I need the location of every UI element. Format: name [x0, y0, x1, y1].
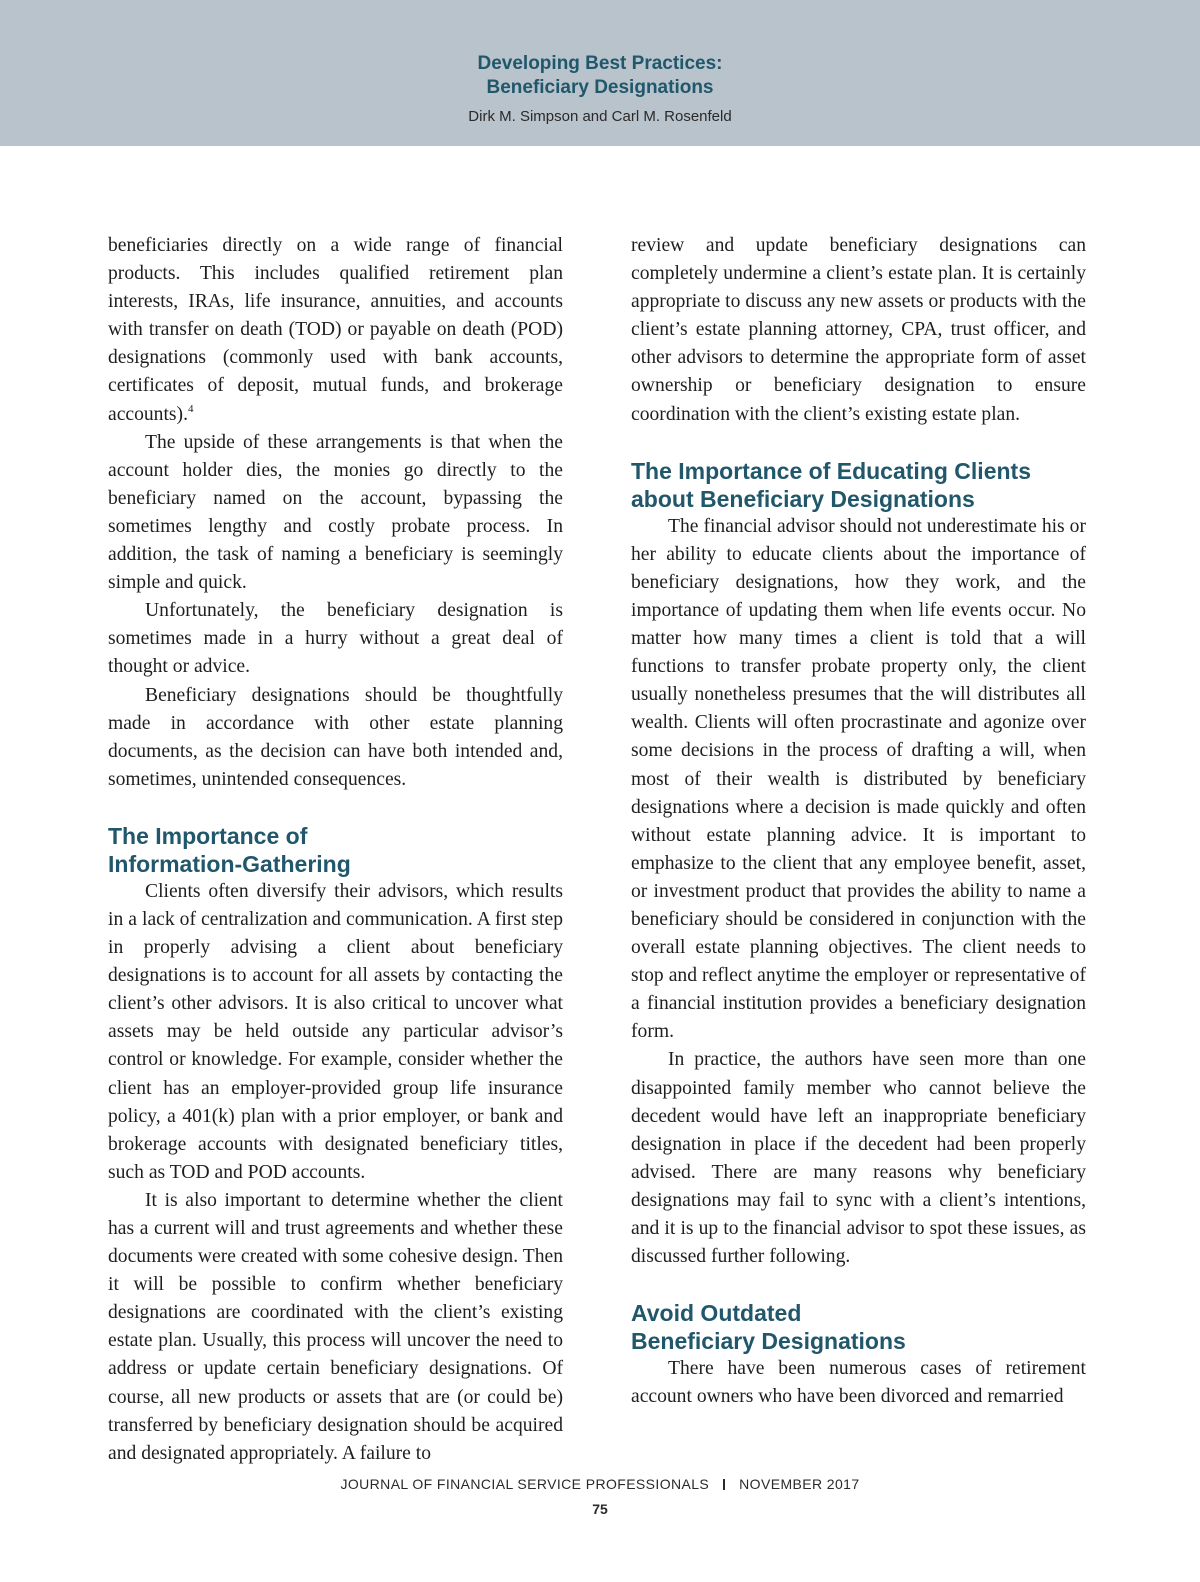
paragraph-text: beneficiaries directly on a wide range of financial products. This includes qualified retirement plan interests, IRAs, life insurance, annuities, and accounts with transfer on death (TOD) or payable on death (POD) designations (commonly used with bank accounts, certificates of deposit, mutual funds, and brokerage accounts). — [108, 235, 563, 425]
article-title — [0, 52, 1200, 100]
section-heading-line: about Beneficiary Designations — [631, 485, 975, 512]
footnote-reference[interactable]: 4 — [187, 402, 194, 415]
paragraph: review and update beneficiary designations can completely undermine a client’s estate plan. It is certainly appropriate to discuss any new assets or products with the client’s estate planning attorney, CPA, trust officer, and other advisors to determine the appropriate form of asset ownership or beneficiary designation to ensure coordination with the client’s existing estate plan. — [631, 235, 1086, 425]
section-heading-outdated-designations — [631, 1299, 1086, 1355]
section-heading-line: The Importance of Educating Clients — [631, 457, 1031, 484]
section-heading-line: The Importance of — [108, 822, 308, 849]
left-column — [108, 232, 563, 1468]
paragraph: Clients often diversify their advisors, which results in a lack of centralization and communication. A first step in properly advising a client about beneficiary designations is to account for all assets by contacting the client’s other advisors. It is also critical to uncover what assets may be held outside any particular advisor’s control or knowledge. For example, consider whether the client has an employer-provided group life insurance policy, a 401(k) plan with a prior employer, or bank and brokerage accounts with designated beneficiary titles, such as TOD and POD accounts. — [108, 880, 563, 1183]
journal-name: JOURNAL OF FINANCIAL SERVICE PROFESSIONALS — [340, 1476, 710, 1492]
paragraph: Beneficiary designations should be thoughtfully made in accordance with other estate planning documents, as the decision can have both intended and, sometimes, unintended consequences. — [108, 684, 563, 790]
paragraph: In practice, the authors have seen more than one disappointed family member who cannot believe the decedent would have left an inappropriate beneficiary designation in place if the decedent had been properly advised. There are many reasons why beneficiary designations may fail to sync with a client’s intentions, and it is up to the financial advisor to spot these issues, as discussed further following. — [631, 1049, 1086, 1268]
paragraph: The upside of these arrangements is that when the account holder dies, the monies go directly to the beneficiary named on the account, bypassing the sometimes lengthy and costly probate process. In addition, the task of naming a beneficiary is seemingly simple and quick. — [108, 431, 563, 594]
paragraph: It is also important to determine whether the client has a current will and trust agreements and whether these documents were created with some cohesive design. Then it will be possible to confirm whether beneficiary designations are coordinated with the client’s existing estate plan. Usually, this process will uncover the need to address or update certain beneficiary designations. Of course, all new products or assets that are (or could be) transferred by beneficiary designation should be acquired and designated appropriately. A failure to — [108, 1189, 563, 1464]
page-number: 75 — [592, 1501, 608, 1517]
section-heading-information-gathering — [108, 822, 563, 878]
article-header — [0, 0, 1200, 146]
article-title-line-2: Beneficiary Designations — [486, 77, 714, 98]
section-heading-line: Information-Gathering — [108, 850, 351, 877]
section-heading-educating-clients — [631, 457, 1086, 513]
right-column — [631, 232, 1086, 1411]
section-heading-line: Avoid Outdated — [631, 1300, 802, 1327]
section-heading-line: Beneficiary Designations — [631, 1328, 906, 1355]
paragraph: Unfortunately, the beneficiary designation is sometimes made in a hurry without a great deal of thought or advice. — [108, 600, 563, 678]
paragraph: There have been numerous cases of retirement account owners who have been divorced and remarried — [631, 1358, 1086, 1408]
issue-date: NOVEMBER 2017 — [739, 1476, 860, 1492]
page-footer — [0, 1475, 1200, 1493]
article-authors: Dirk M. Simpson and Carl M. Rosenfeld — [468, 108, 732, 125]
article-title-line-1: Developing Best Practices: — [477, 53, 723, 74]
paragraph — [108, 232, 563, 429]
paragraph: The financial advisor should not underestimate his or her ability to educate clients about the importance of beneficiary designations, how they work, and the importance of updating them when life events occur. No matter how many times a client is told that a will functions to transfer probate property only, the client usually nonetheless presumes that the will distributes all wealth. Clients will often procrastinate and agonize over some decisions in the process of drafting a will, when most of their wealth is distributed by beneficiary designations where a decision is made quickly and often without estate planning advice. It is important to emphasize to the client that any employee benefit, asset, or investment product that provides the ability to name a beneficiary should be considered in conjunction with the overall estate planning objectives. The client needs to stop and reflect anytime the employer or representative of a financial institution provides a beneficiary designation form. — [631, 515, 1086, 1043]
footer-separator — [723, 1479, 725, 1490]
